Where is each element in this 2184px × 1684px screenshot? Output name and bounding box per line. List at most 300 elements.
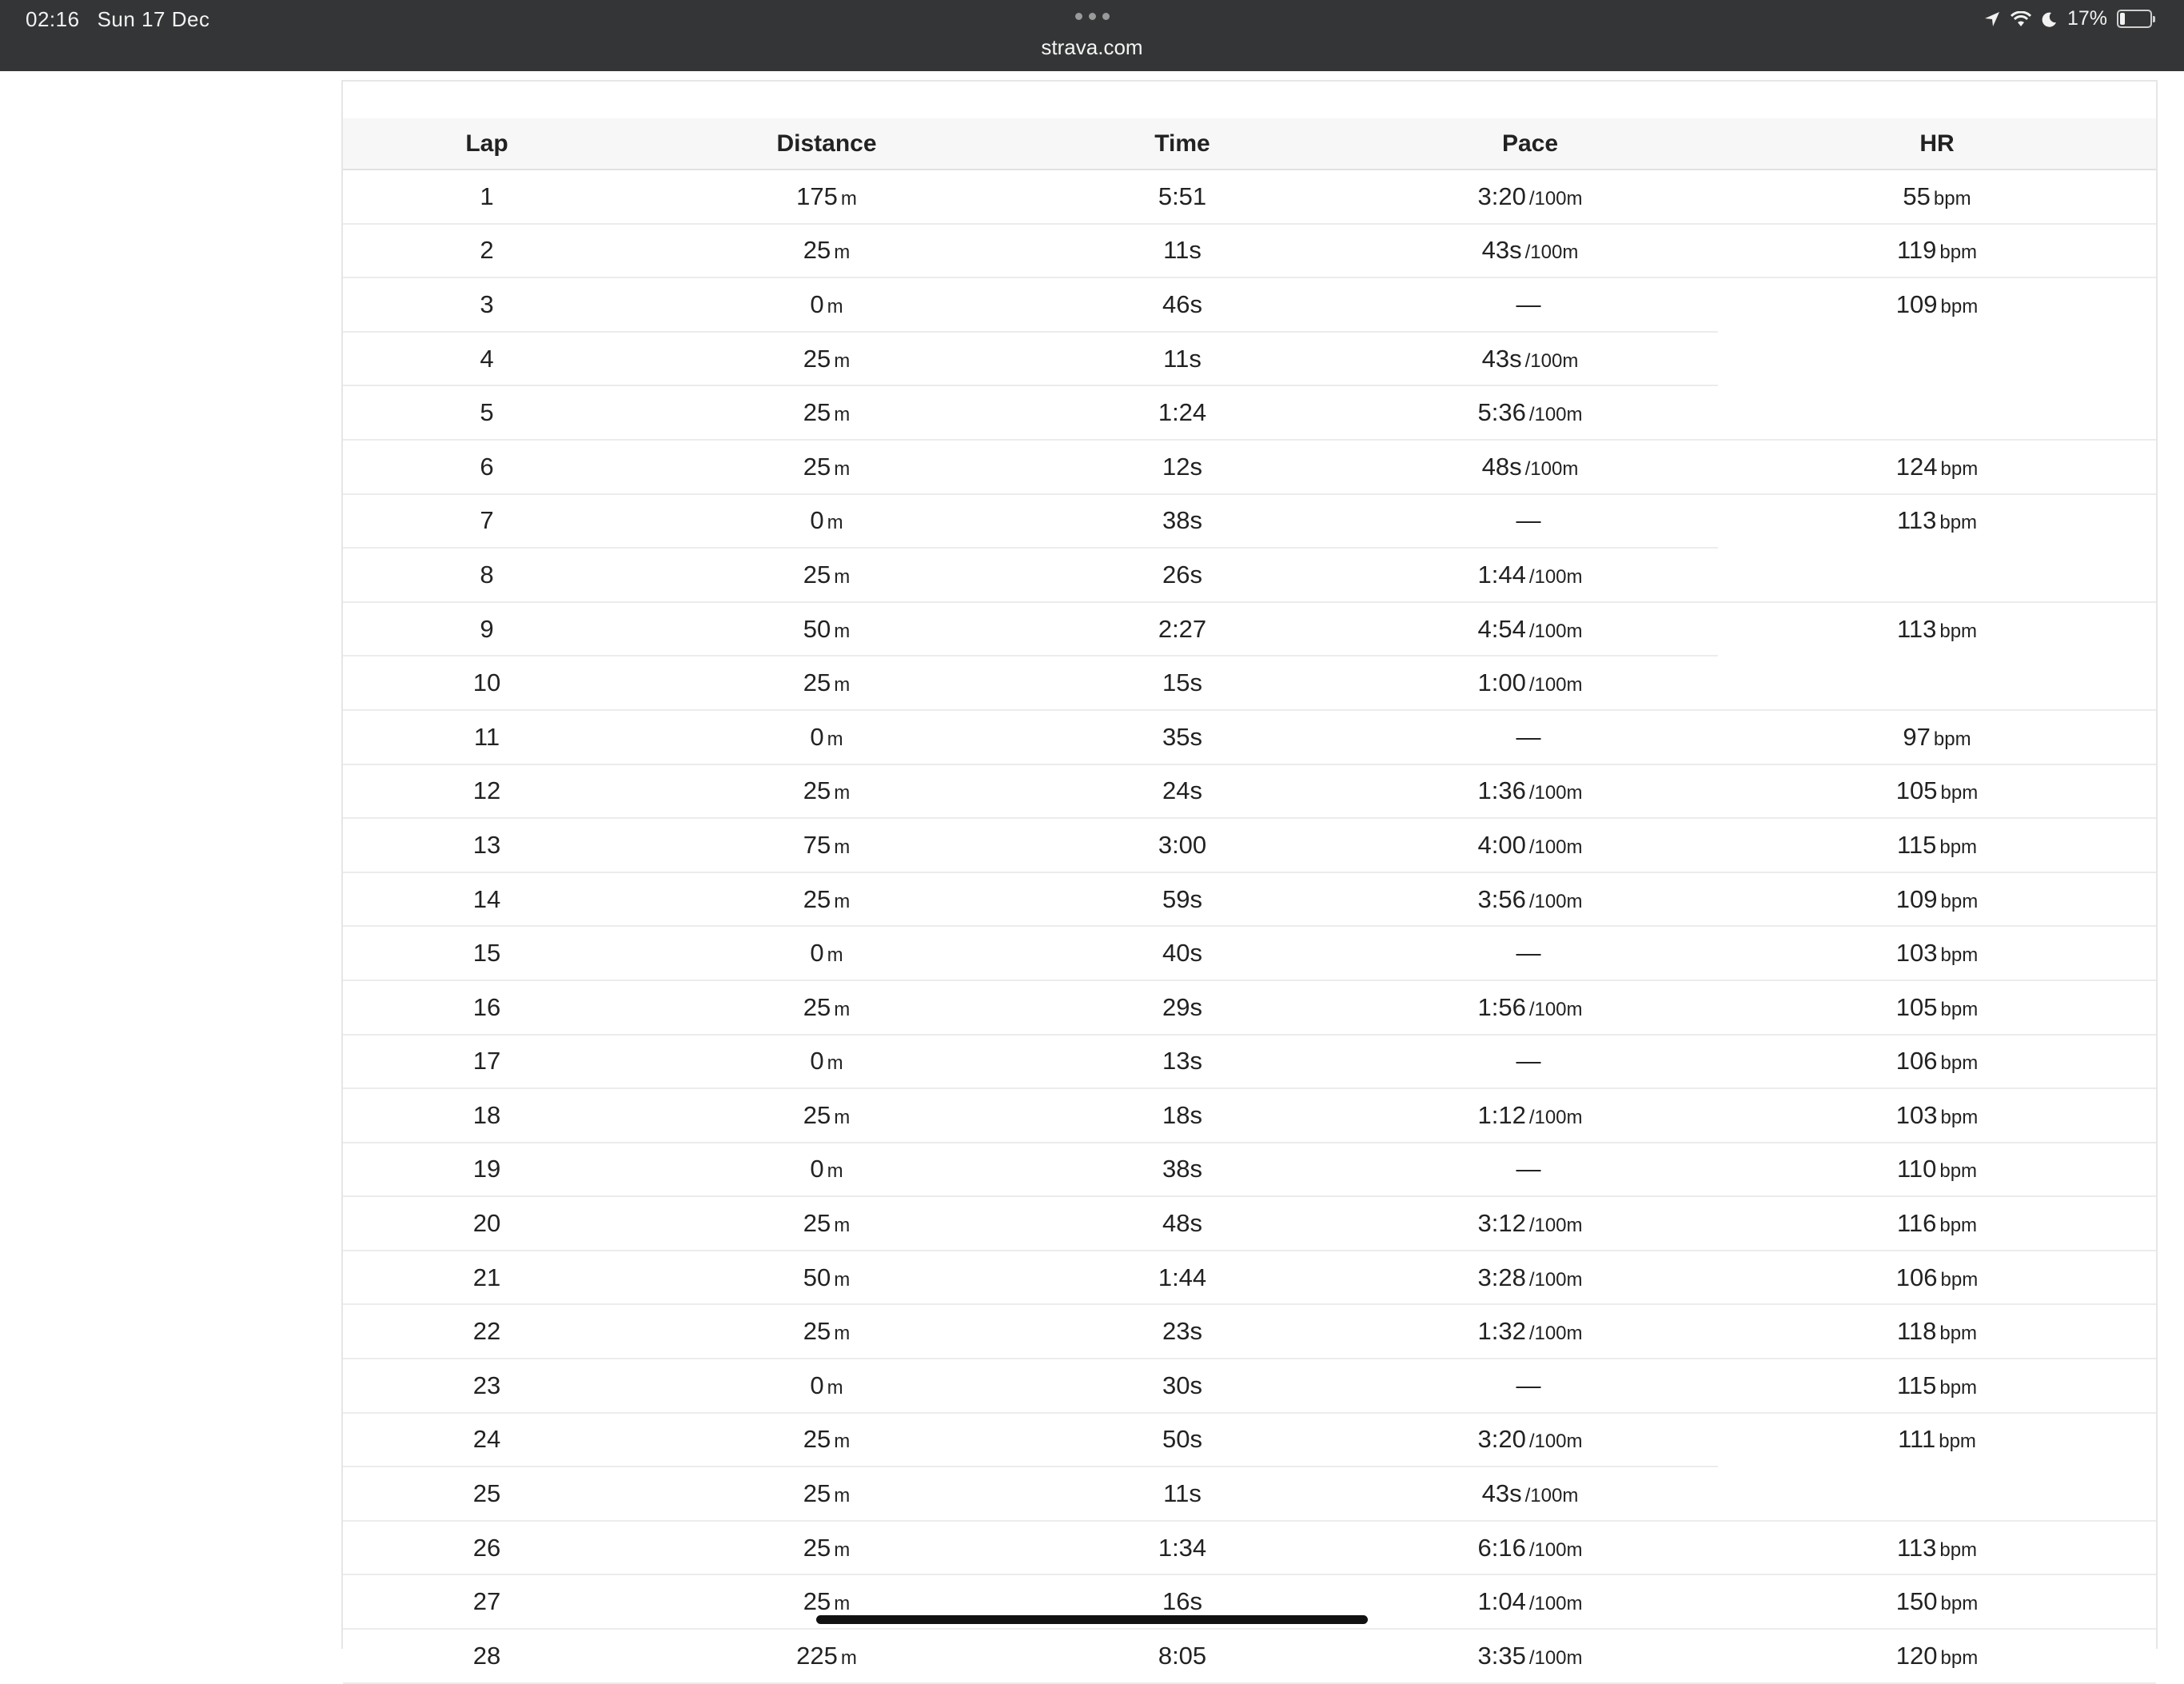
time-cell-value: 5:51 (1158, 182, 1207, 210)
lap-cell-value: 19 (472, 1155, 501, 1183)
time-cell-value: 26s (1162, 560, 1202, 589)
pace-cell (1342, 277, 1718, 332)
lap-cell-value: 13 (472, 830, 501, 859)
pace-cell-value: 1:32 (1477, 1317, 1526, 1346)
distance-cell (631, 1629, 1022, 1683)
lap-cell-value: 25 (472, 1479, 501, 1508)
pace-cell-unit: /100m (1524, 1485, 1579, 1507)
distance-cell-unit: m (834, 836, 851, 858)
table-row[interactable] (343, 1088, 2156, 1143)
hr-cell-unit: bpm (1939, 1431, 1976, 1453)
lap-cell-value: 17 (472, 1047, 501, 1075)
hr-cell (1718, 170, 2156, 224)
lap-cell-value: 7 (480, 506, 494, 535)
status-date: Sun 17 Dec (97, 7, 210, 31)
lap-cell-value: 15 (472, 939, 501, 968)
distance-cell (631, 494, 1022, 549)
distance-cell (631, 1413, 1022, 1467)
pace-cell-value: 1:12 (1477, 1100, 1526, 1129)
table-row[interactable] (343, 1413, 2156, 1467)
hr-cell-unit: bpm (1940, 998, 1979, 1020)
hr-cell-unit: bpm (1939, 1160, 1978, 1183)
lap-cell (343, 1304, 631, 1359)
pace-cell-value: 1:56 (1477, 992, 1526, 1021)
distance-cell (631, 224, 1022, 278)
hr-cell-value: 106 (1895, 1263, 1938, 1291)
time-cell-value: 38s (1162, 1155, 1202, 1183)
lap-cell (343, 602, 631, 656)
hr-cell (1718, 1304, 2156, 1359)
hr-cell (1718, 710, 2156, 764)
distance-cell-value: 0 (810, 289, 824, 318)
time-cell (1022, 1413, 1342, 1467)
time-cell-value: 3:00 (1158, 830, 1207, 859)
pace-cell-unit: /100m (1528, 620, 1583, 642)
pace-cell (1342, 170, 1718, 224)
hr-cell (1718, 1629, 2156, 1683)
time-cell-value: 35s (1162, 722, 1202, 751)
lap-cell-value: 9 (480, 614, 494, 643)
lap-cell-value: 28 (472, 1641, 501, 1670)
lap-cell (343, 656, 631, 710)
laps-table-body (343, 170, 2156, 1683)
table-row[interactable] (343, 494, 2156, 549)
time-cell (1022, 224, 1342, 278)
hr-cell (1718, 1359, 2156, 1413)
time-cell (1022, 710, 1342, 764)
hr-cell (1718, 1035, 2156, 1089)
table-row[interactable] (343, 872, 2156, 927)
hr-cell (1718, 1251, 2156, 1305)
time-cell-value: 23s (1162, 1317, 1202, 1346)
time-cell-value: 13s (1162, 1047, 1202, 1075)
hr-cell (1718, 656, 2156, 710)
distance-cell-value: 0 (810, 1155, 824, 1183)
distance-cell (631, 602, 1022, 656)
time-cell-value: 2:27 (1158, 614, 1207, 643)
pace-cell (1342, 1088, 1718, 1143)
pace-cell-value: 43s (1481, 236, 1522, 265)
lap-cell-value: 12 (472, 776, 501, 805)
hr-cell (1718, 1467, 2156, 1521)
lap-cell (343, 170, 631, 224)
pace-cell-unit: /100m (1524, 241, 1579, 264)
pace-cell-value: 3:56 (1477, 884, 1526, 913)
lap-cell-value: 21 (472, 1263, 501, 1291)
table-row[interactable] (343, 332, 2156, 386)
hr-cell-value: 124 (1895, 452, 1938, 481)
pace-cell-value: — (1516, 506, 1541, 535)
pace-cell (1342, 872, 1718, 927)
table-row[interactable] (343, 548, 2156, 602)
distance-cell-unit: m (834, 404, 851, 426)
time-cell-value: 15s (1162, 668, 1202, 697)
lap-cell (343, 1574, 631, 1629)
lap-cell-value: 4 (480, 344, 494, 373)
time-cell (1022, 277, 1342, 332)
table-header-row (343, 118, 2156, 170)
lap-cell-value: 6 (480, 452, 494, 481)
table-row[interactable] (343, 385, 2156, 440)
hr-cell-unit: bpm (1940, 944, 1979, 967)
distance-cell (631, 277, 1022, 332)
hr-cell (1718, 818, 2156, 872)
pace-cell (1342, 1467, 1718, 1521)
pace-cell-unit: /100m (1524, 349, 1579, 372)
more-dots-icon[interactable] (1075, 13, 1110, 20)
pace-cell (1342, 1413, 1718, 1467)
table-row[interactable] (343, 980, 2156, 1035)
header-distance[interactable]: Distance (776, 130, 877, 157)
time-cell (1022, 980, 1342, 1035)
pace-cell (1342, 1035, 1718, 1089)
hr-cell-value: 115 (1896, 1371, 1937, 1399)
time-cell (1022, 656, 1342, 710)
time-cell (1022, 494, 1342, 549)
time-cell (1022, 385, 1342, 440)
time-cell-value: 16s (1162, 1587, 1202, 1616)
pace-cell-unit: /100m (1528, 1538, 1583, 1561)
distance-cell-unit: m (827, 1052, 843, 1075)
pace-cell (1342, 440, 1718, 494)
hr-cell-value: 97 (1903, 722, 1931, 751)
hr-cell-unit: bpm (1939, 836, 1978, 858)
hr-cell-unit: bpm (1940, 782, 1979, 804)
lap-cell-value: 2 (480, 236, 494, 265)
hr-cell (1718, 872, 2156, 927)
pace-cell (1342, 1251, 1718, 1305)
hr-cell (1718, 1521, 2156, 1575)
lap-cell-value: 1 (480, 182, 494, 210)
hr-cell-value: 103 (1895, 1100, 1938, 1129)
lap-cell (343, 1467, 631, 1521)
distance-cell-unit: m (834, 457, 851, 480)
distance-cell (631, 385, 1022, 440)
hr-cell-unit: bpm (1940, 1646, 1979, 1669)
time-cell-value: 50s (1162, 1425, 1202, 1454)
pace-cell-value: — (1516, 289, 1541, 318)
hr-cell (1718, 1088, 2156, 1143)
distance-cell (631, 980, 1022, 1035)
table-row[interactable] (343, 710, 2156, 764)
pace-cell-value: 3:20 (1477, 182, 1526, 210)
time-cell (1022, 1304, 1342, 1359)
pace-cell (1342, 224, 1718, 278)
pace-cell-value: 1:44 (1477, 560, 1526, 589)
hr-cell-value: 119 (1896, 236, 1937, 265)
time-cell (1022, 332, 1342, 386)
hr-cell-unit: bpm (1939, 1215, 1978, 1237)
time-cell (1022, 1035, 1342, 1089)
table-row[interactable] (343, 1359, 2156, 1413)
distance-cell-value: 0 (810, 939, 824, 968)
time-cell (1022, 1143, 1342, 1197)
hr-cell-value: 105 (1895, 776, 1938, 805)
battery-icon (2117, 10, 2152, 28)
pace-cell (1342, 1629, 1718, 1683)
hr-cell-unit: bpm (1940, 1268, 1979, 1291)
pace-cell-unit: /100m (1528, 404, 1583, 426)
table-row[interactable] (343, 440, 2156, 494)
hr-cell (1718, 385, 2156, 440)
hr-cell-unit: bpm (1933, 187, 1971, 210)
lap-cell (343, 764, 631, 819)
distance-cell (631, 1035, 1022, 1089)
table-row[interactable] (343, 170, 2156, 224)
pace-cell-value: 1:36 (1477, 776, 1526, 805)
pace-cell (1342, 1359, 1718, 1413)
lap-cell (343, 1035, 631, 1089)
pace-cell-value: 6:16 (1477, 1533, 1526, 1562)
lap-cell (343, 332, 631, 386)
distance-cell-unit: m (827, 1376, 843, 1399)
hr-cell-unit: bpm (1939, 241, 1978, 264)
distance-cell-unit: m (834, 998, 851, 1020)
distance-cell (631, 764, 1022, 819)
distance-cell-value: 25 (803, 344, 831, 373)
time-cell-value: 1:44 (1158, 1263, 1207, 1291)
lap-cell (343, 818, 631, 872)
pace-cell-value: 3:28 (1477, 1263, 1526, 1291)
lap-cell (343, 1251, 631, 1305)
hr-cell-value: 115 (1896, 830, 1937, 859)
lap-cell (343, 872, 631, 927)
hr-cell-value: 120 (1895, 1641, 1938, 1670)
table-row[interactable] (343, 1304, 2156, 1359)
hr-cell-unit: bpm (1939, 1323, 1978, 1345)
time-cell (1022, 440, 1342, 494)
hr-cell (1718, 1574, 2156, 1629)
table-row[interactable] (343, 656, 2156, 710)
distance-cell (631, 1467, 1022, 1521)
pace-cell-value: — (1516, 1047, 1541, 1075)
distance-cell (631, 548, 1022, 602)
hr-cell-unit: bpm (1940, 890, 1979, 912)
hr-cell (1718, 1143, 2156, 1197)
lap-cell-value: 27 (472, 1587, 501, 1616)
hr-cell-unit: bpm (1940, 1593, 1979, 1615)
hr-cell-value: 113 (1896, 506, 1937, 535)
distance-cell (631, 926, 1022, 980)
distance-cell-unit: m (827, 512, 843, 534)
hr-cell-value: 55 (1903, 182, 1931, 210)
pace-cell (1342, 926, 1718, 980)
table-row[interactable] (343, 1467, 2156, 1521)
distance-cell-unit: m (827, 728, 843, 750)
pace-cell (1342, 332, 1718, 386)
distance-cell-value: 25 (803, 560, 831, 589)
distance-cell-unit: m (834, 620, 851, 642)
time-cell (1022, 1196, 1342, 1251)
pace-cell (1342, 764, 1718, 819)
distance-cell-value: 0 (810, 506, 824, 535)
pace-cell-value: — (1516, 939, 1541, 968)
distance-cell-value: 25 (803, 1100, 831, 1129)
time-cell-value: 11s (1163, 344, 1202, 373)
distance-cell-value: 25 (803, 776, 831, 805)
pace-cell-value: 43s (1481, 1479, 1522, 1508)
hr-cell-unit: bpm (1939, 1376, 1978, 1399)
pace-cell-value: 1:00 (1477, 668, 1526, 697)
hr-cell-value: 106 (1895, 1047, 1938, 1075)
hr-cell (1718, 1413, 2156, 1467)
pace-cell-value: 5:36 (1477, 398, 1526, 427)
distance-cell (631, 1521, 1022, 1575)
hr-cell (1718, 1196, 2156, 1251)
table-row[interactable] (343, 764, 2156, 819)
distance-cell-value: 225 (796, 1641, 838, 1670)
table-row[interactable] (343, 602, 2156, 656)
home-indicator[interactable] (816, 1615, 1368, 1624)
pace-cell-unit: /100m (1528, 674, 1583, 696)
lap-cell (343, 1088, 631, 1143)
lap-cell (343, 548, 631, 602)
time-cell (1022, 926, 1342, 980)
distance-cell-value: 25 (803, 1533, 831, 1562)
hr-cell-unit: bpm (1940, 1052, 1979, 1075)
time-cell (1022, 1251, 1342, 1305)
lap-cell (343, 494, 631, 549)
distance-cell-value: 25 (803, 236, 831, 265)
lap-cell (343, 926, 631, 980)
distance-cell-unit: m (840, 187, 857, 210)
time-cell-value: 12s (1162, 452, 1202, 481)
pace-cell (1342, 1521, 1718, 1575)
pace-cell-value: 48s (1481, 452, 1522, 481)
pace-cell (1342, 494, 1718, 549)
lap-cell (343, 1521, 631, 1575)
hr-cell-value: 150 (1895, 1587, 1938, 1616)
pace-cell-value: 43s (1481, 344, 1522, 373)
pace-cell-value: 3:20 (1477, 1425, 1526, 1454)
lap-cell-value: 18 (472, 1100, 501, 1129)
status-clock (26, 7, 227, 32)
table-row[interactable] (343, 1521, 2156, 1575)
hr-cell-value: 111 (1898, 1425, 1936, 1454)
hr-cell-value: 105 (1895, 992, 1938, 1021)
time-cell-value: 59s (1162, 884, 1202, 913)
table-row[interactable] (343, 224, 2156, 278)
distance-cell-unit: m (827, 944, 843, 967)
lap-cell (343, 1196, 631, 1251)
time-cell (1022, 818, 1342, 872)
time-cell-value: 8:05 (1158, 1641, 1207, 1670)
pace-cell-value: 3:35 (1477, 1641, 1526, 1670)
hr-cell-unit: bpm (1939, 1538, 1978, 1561)
table-row[interactable] (343, 1035, 2156, 1089)
time-cell-value: 11s (1163, 1479, 1202, 1508)
distance-cell-value: 25 (803, 1317, 831, 1346)
time-cell (1022, 1467, 1342, 1521)
distance-cell-value: 25 (803, 1425, 831, 1454)
hr-cell-value: 109 (1895, 884, 1938, 913)
pace-cell-unit: /100m (1528, 1646, 1583, 1669)
hr-cell-unit: bpm (1939, 620, 1978, 642)
lap-cell (343, 385, 631, 440)
hr-cell-unit: bpm (1933, 728, 1971, 750)
lap-cell-value: 20 (472, 1209, 501, 1238)
distance-cell (631, 710, 1022, 764)
pace-cell (1342, 656, 1718, 710)
distance-cell-unit: m (834, 1431, 851, 1453)
header-lap[interactable]: Lap (465, 130, 508, 157)
lap-cell-value: 24 (472, 1425, 501, 1454)
distance-cell-unit: m (834, 890, 851, 912)
table-row[interactable] (343, 1251, 2156, 1305)
time-cell (1022, 548, 1342, 602)
pace-cell (1342, 602, 1718, 656)
distance-cell-unit: m (834, 1215, 851, 1237)
time-cell (1022, 1359, 1342, 1413)
time-cell (1022, 872, 1342, 927)
lap-cell-value: 22 (472, 1317, 501, 1346)
distance-cell-unit: m (834, 241, 851, 264)
hr-cell (1718, 277, 2156, 332)
hr-cell (1718, 602, 2156, 656)
lap-cell (343, 224, 631, 278)
battery-percent: 17% (2066, 7, 2107, 30)
pace-cell-unit: /100m (1528, 1268, 1583, 1291)
pace-cell-value: 4:00 (1477, 830, 1526, 859)
pace-cell-unit: /100m (1528, 1215, 1583, 1237)
pace-cell-value: 3:12 (1477, 1209, 1526, 1238)
lap-cell-value: 5 (480, 398, 494, 427)
pace-cell-unit: /100m (1528, 782, 1583, 804)
time-cell (1022, 1521, 1342, 1575)
time-cell-value: 1:24 (1158, 398, 1207, 427)
distance-cell (631, 332, 1022, 386)
status-indicators (1984, 7, 2152, 30)
lap-cell (343, 440, 631, 494)
laps-panel (341, 80, 2158, 1670)
table-row[interactable] (343, 1143, 2156, 1197)
table-row[interactable] (343, 1196, 2156, 1251)
distance-cell-unit: m (840, 1646, 857, 1669)
header-pace[interactable]: Pace (1501, 130, 1559, 157)
pace-cell-unit: /100m (1524, 457, 1579, 480)
address-bar-url[interactable]: strava.com (1041, 35, 1143, 59)
pace-cell (1342, 1304, 1718, 1359)
status-time: 02:16 (26, 7, 80, 31)
distance-cell (631, 1251, 1022, 1305)
lap-cell (343, 1629, 631, 1683)
hr-cell (1718, 332, 2156, 386)
pace-cell-unit: /100m (1528, 836, 1583, 858)
distance-cell-value: 0 (810, 1371, 824, 1399)
distance-cell-value: 25 (803, 1587, 831, 1616)
distance-cell (631, 1196, 1022, 1251)
distance-cell (631, 1359, 1022, 1413)
table-row[interactable] (343, 1629, 2156, 1683)
lap-cell-value: 3 (480, 289, 494, 318)
distance-cell-value: 50 (803, 614, 831, 643)
lap-cell (343, 277, 631, 332)
header-hr[interactable]: HR (1919, 130, 1955, 157)
table-row[interactable] (343, 277, 2156, 332)
distance-cell-unit: m (834, 1538, 851, 1561)
table-row[interactable] (343, 818, 2156, 872)
table-row[interactable] (343, 926, 2156, 980)
distance-cell-value: 75 (803, 830, 831, 859)
time-cell (1022, 170, 1342, 224)
pace-cell (1342, 818, 1718, 872)
hr-cell (1718, 494, 2156, 549)
pace-cell-value: 4:54 (1477, 614, 1526, 643)
laps-table (343, 118, 2156, 1684)
distance-cell-unit: m (834, 1485, 851, 1507)
header-time[interactable]: Time (1154, 130, 1210, 157)
lap-cell (343, 980, 631, 1035)
